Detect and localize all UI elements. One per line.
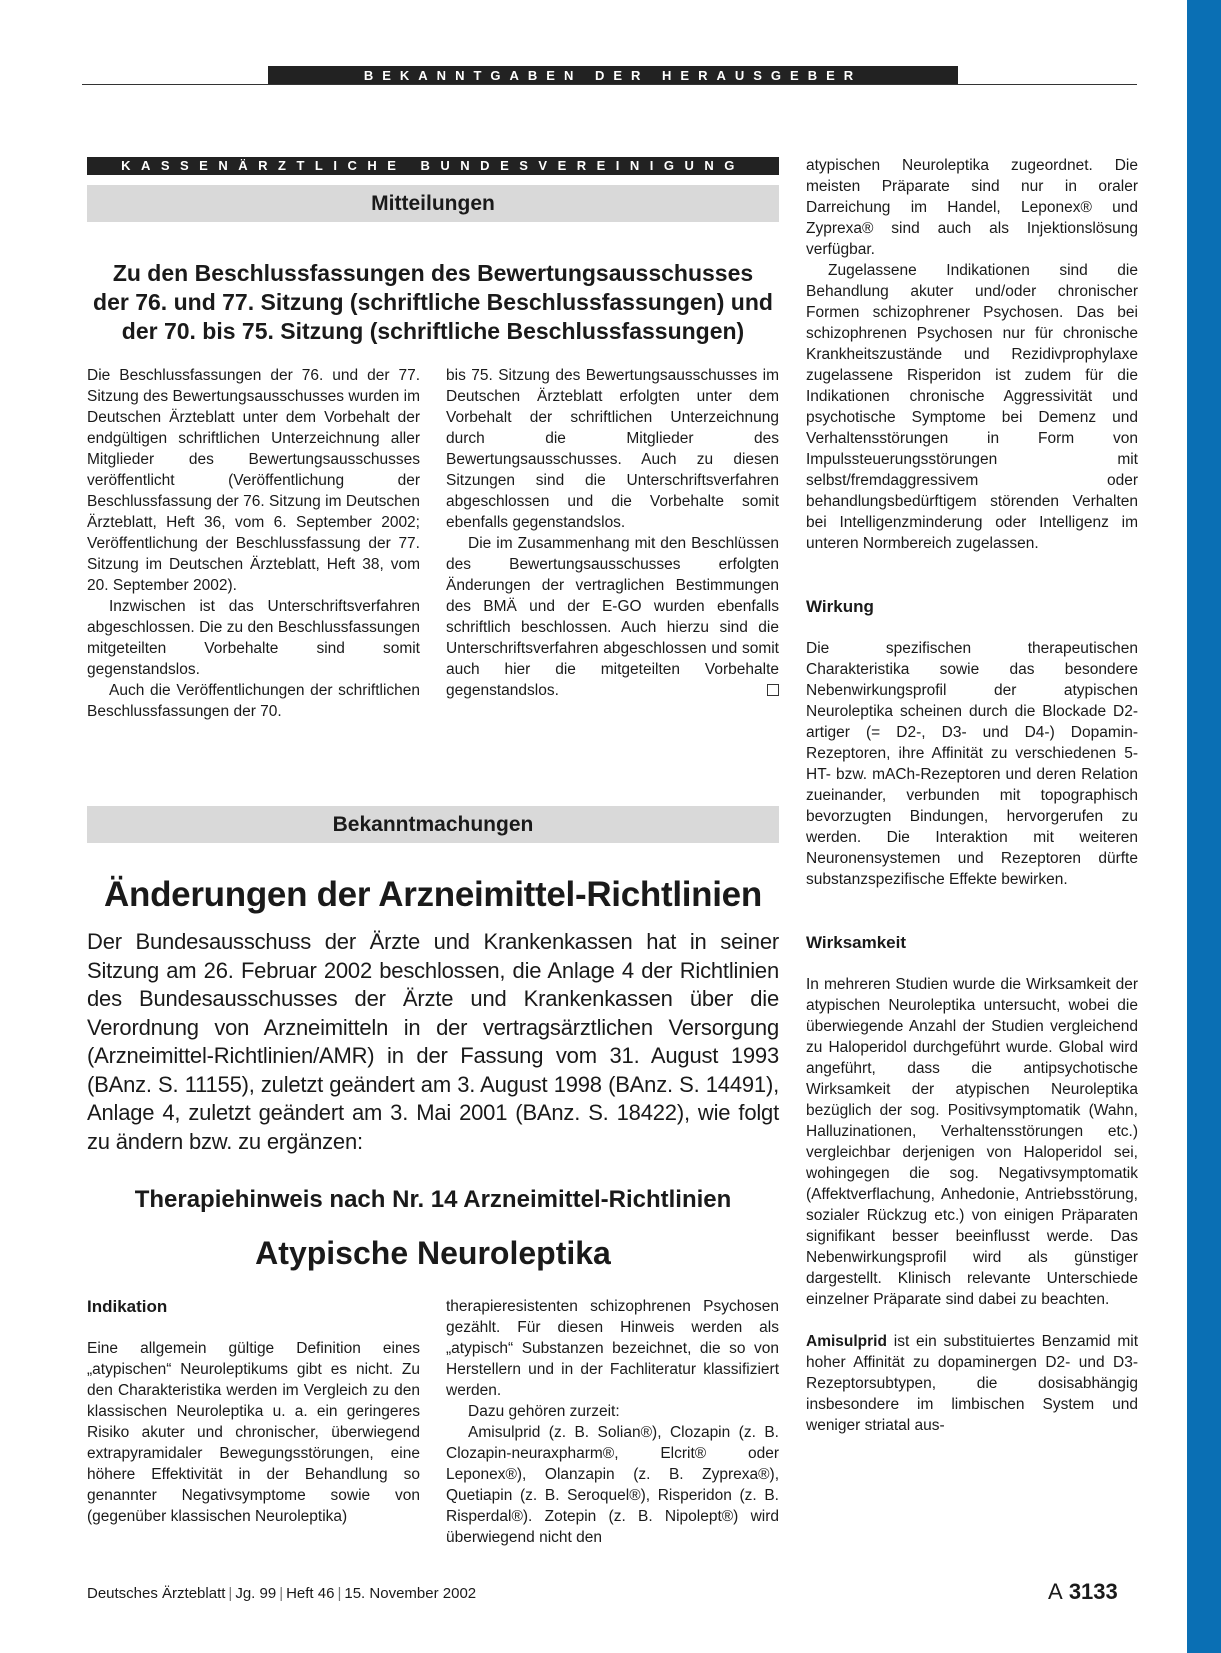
paragraph: Die im Zusammenhang mit den Beschlüssen des Bewertungsausschusses erfolgten Änderungen der vertraglichen Bestimmungen des BMÄ und der E-GO wurden ebenfalls schriftlich beschlossen. Auch hierzu sind die Unterschriftsverfahren abgeschlossen und somit auch hier die mitgeteilten Vorbehalte gegenstandslos. — [446, 535, 779, 699]
end-of-article-icon — [767, 684, 779, 696]
paragraph: In mehreren Studien wurde die Wirksamkeit der atypischen Neuroleptika untersucht, wobei die überwiegende Anzahl der Studien vergleichend zu Haloperidol durchgeführt wurde. Global wird angeführt, dass die antipsychotische Wirksamkeit der atypischen Neuroleptika bezüglich der sog. Positivsymptomatik (Wahn, Halluzinationen, Verhaltensstörungen etc.) vergleichbar derjenigen von Haloperidol sei, wohingegen die sog. Negativsymptomatik (Affektverflachung, Anhedonie, Antriebsstörung, sozialer Rückzug etc.) von einigen Präparaten signifikant besser beeinflusst werde. Das Nebenwirkungsprofil wird als günstiger dargestellt. Klinisch relevante Unterschiede einzelner Präparate sind dabei zu beachten. — [806, 976, 1138, 1308]
mitteilungen-column-2 — [446, 365, 779, 701]
paragraph: Auch die Veröffentlichungen der schriftlichen Beschlussfassungen der 70. — [87, 682, 420, 720]
indikation-heading: Indikation — [87, 1297, 168, 1316]
amisulprid-term: Amisulprid — [806, 1333, 887, 1350]
bekanntmachungen-heading: Bekanntmachungen — [87, 806, 779, 843]
issue-date: 15. November 2002 — [344, 1585, 477, 1602]
right-column — [806, 155, 1138, 1436]
side-color-bar — [1187, 0, 1221, 1653]
paragraph: Inzwischen ist das Unterschriftsverfahren abgeschlossen. Die zu den Beschlussfassungen mitgeteilten Vorbehalte sind somit gegenstandslos. — [87, 598, 420, 678]
mitteilungen-heading: Mitteilungen — [87, 185, 779, 222]
paragraph: Eine allgemein gültige Definition eines „atypischen“ Neuroleptikums gibt es nicht. Zu den Charakteristika werden im Vergleich zu den klassischen Neuroleptika u. a. ein geringeres Risiko akuter und chronischer, überwiegend extrapyramidaler Bewegungsstörungen, eine höhere Effektivität in der Behandlung so genannter Negativsymptome sowie von (gegenüber klassischen Neuroleptika) — [87, 1340, 420, 1525]
paragraph: Die Beschlussfassungen der 76. und der 77. Sitzung des Bewertungsausschusses wurden im Deutschen Ärzteblatt unter dem Vorbehalt der endgültigen schriftlichen Unterzeichnung aller Mitglieder des Bewertungsausschusses veröffentlicht (Veröffentlichung der Beschlussfassung der 76. Sitzung im Deutschen Ärzteblatt, Heft 36, vom 6. September 2002; Veröffentlichung der Beschlussfassung der 77. Sitzung im Deutschen Ärzteblatt, Heft 38, vom 20. September 2002). — [87, 367, 420, 594]
page-value: 3133 — [1068, 1579, 1118, 1604]
volume: Jg. 99 — [235, 1585, 277, 1602]
mitteilungen-title-line-2: der 76. und 77. Sitzung (schriftliche Beschlussfassungen) und — [93, 289, 773, 315]
journal-name: Deutsches Ärzteblatt — [87, 1585, 226, 1602]
neuroleptika-heading: Atypische Neuroleptika — [255, 1235, 611, 1271]
indikation-column — [87, 1296, 420, 1527]
page-number — [1048, 1579, 1118, 1605]
paragraph: atypischen Neuroleptika zugeordnet. Die meisten Präparate sind nur in oraler Darreichung im Handel, Leponex® und Zyprexa® sind auch als Injektionslösung verfügbar. — [806, 157, 1138, 258]
issue: Heft 46 — [286, 1585, 335, 1602]
paragraph: therapieresistenten schizophrenen Psychosen gezählt. Für diesen Hinweis werden als „atypisch“ Substanzen bezeichnet, die so von Herstellern und in der Fachliteratur klassifiziert werden. — [446, 1298, 779, 1399]
paragraph: Dazu gehören zurzeit: — [468, 1403, 620, 1420]
header-rule — [82, 84, 1137, 85]
page-prefix: A — [1048, 1579, 1063, 1604]
neuroleptika-column-2 — [446, 1296, 779, 1548]
mitteilungen-title — [87, 259, 779, 346]
article-intro: Der Bundesausschuss der Ärzte und Krankenkassen hat in seiner Sitzung am 26. Februar 2002 beschlossen, die Anlage 4 der Richtlinien des Bundesausschusses der Ärzte und Krankenkassen über die Verordnung von Arzneimitteln in der vertragsärztlichen Versorgung (Arzneimittel-Richtlinien/AMR) in der Fassung vom 31. August 1993 (BAnz. S. 11155), zuletzt geändert am 3. August 1998 (BAnz. S. 14491), Anlage 4, zuletzt geändert am 3. Mai 2001 (BAnz. S. 18422), wie folgt zu ändern bzw. zu ergänzen: — [87, 929, 779, 1154]
amisulprid-text: ist ein substituiertes Benzamid mit hoher Affinität zu dopaminergen D2- und D3-Rezeptorsubtypen, die dosisabhängig insbesondere im limbischen System und weniger striatal aus- — [806, 1333, 1138, 1434]
paragraph-with-endmark — [446, 533, 779, 701]
wirksamkeit-heading: Wirksamkeit — [806, 933, 907, 952]
paragraph: Amisulprid (z. B. Solian®), Clozapin (z. B. Clozapin-neuraxpharm®, Elcrit® oder Leponex®), Olanzapin (z. B. Zyprexa®), Quetiapin (z. B. Seroquel®), Risperidon (z. B. Risperdal®). Zotepin (z. B. Nipolept®) wird überwiegend nicht den — [446, 1424, 779, 1546]
section-band-kbv: KASSENÄRZTLICHE BUNDESVEREINIGUNG — [87, 157, 779, 175]
section-band-herausgeber: BEKANNTGABEN DER HERAUSGEBER — [268, 66, 958, 85]
article-title: Änderungen der Arzneimittel-Richtlinien — [104, 875, 762, 914]
paragraph — [806, 1331, 1138, 1436]
paragraph: Zugelassene Indikationen sind die Behandlung akuter und/oder chronischer Formen schizophrener Psychosen. Das bei schizophrenen Psychosen nur für chronische Krankheitszustände und Rezidivprophylaxe zugelassene Risperidon ist zudem für die Indikationen chronische Aggressivität und psychotische Symptome bei Demenz und Verhaltensstörungen in Form von Impulssteuerungsstörungen mit selbst/fremdaggressivem oder behandlungsbedürftigem störenden Verhalten bei Intelligenzminderung oder Intelligenz im unteren Normbereich zugelassen. — [806, 262, 1138, 552]
mitteilungen-title-line-1: Zu den Beschlussfassungen des Bewertungsausschusses — [112, 260, 754, 286]
footer-citation: Deutsches Ärzteblatt | Jg. 99 | Heft 46 | 15. November 2002 — [87, 1585, 477, 1602]
therapy-heading: Therapiehinweis nach Nr. 14 Arzneimittel-Richtlinien — [134, 1186, 732, 1213]
mitteilungen-title-line-3: der 70. bis 75. Sitzung (schriftliche Beschlussfassungen) — [121, 318, 745, 344]
paragraph: Die spezifischen therapeutischen Charakteristika sowie das besondere Nebenwirkungsprofil der atypischen Neuroleptika scheinen durch die Blockade D2-artiger (= D2-, D3- und D4-) Dopamin-Rezeptoren, ihre Affinität zu verschiedenen 5-HT- bzw. mACh-Rezeptoren und deren Relation zueinander, verbunden mit topographisch bevorzugten Bindungen, hervorgerufen zu werden. Die Interaktion mit weiteren Neuronensystemen und Rezeptoren dürfte substanzspezifische Effekte bewirken. — [806, 640, 1138, 888]
mitteilungen-column-1 — [87, 365, 420, 722]
wirkung-heading: Wirkung — [806, 597, 874, 616]
paragraph: bis 75. Sitzung des Bewertungsausschusses im Deutschen Ärzteblatt erfolgten unter dem Vorbehalt der schriftlichen Unterzeichnung durch die Mitglieder des Bewertungsausschusses. Auch zu diesen Sitzungen sind die Unterschriftsverfahren abgeschlossen und die Vorbehalte somit ebenfalls gegenstandslos. — [446, 367, 779, 531]
